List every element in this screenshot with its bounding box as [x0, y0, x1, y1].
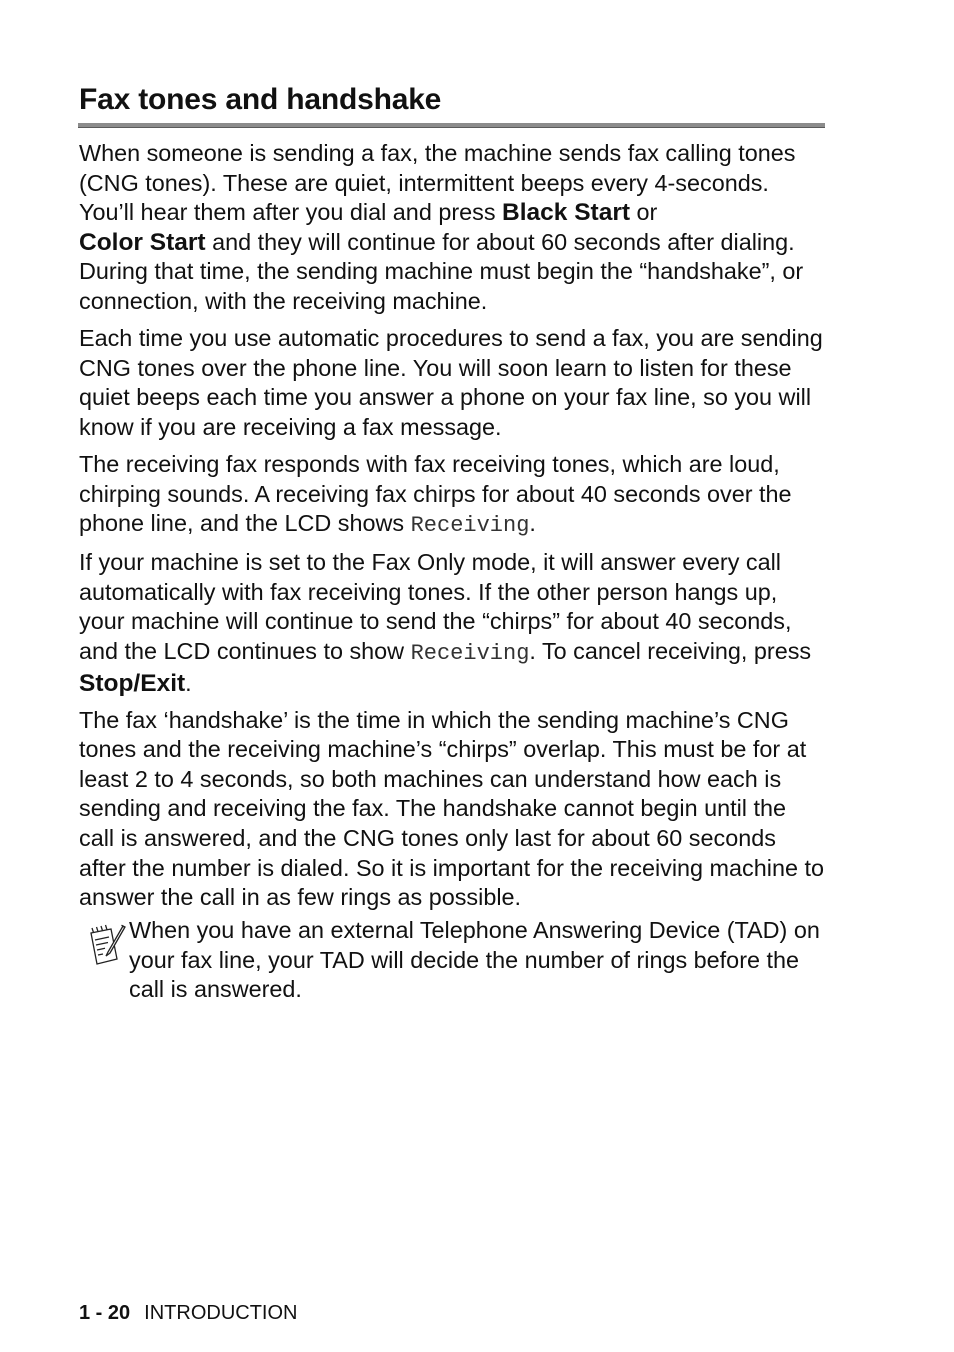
- text-run: . To cancel receiving, press: [529, 638, 812, 664]
- text-run: .: [185, 669, 192, 696]
- page-title: Fax tones and handshake: [79, 83, 442, 116]
- note-box: [86, 916, 831, 1005]
- key-color-start: Color Start: [79, 228, 206, 256]
- lcd-message-receiving: Receiving: [410, 641, 530, 666]
- paragraph-fax-only-mode: [79, 548, 827, 698]
- paragraph-handshake: The fax ‘handshake’ is the time in which the sending machine’s CNG tones and the receiving machine’s “chirps” overlap. This must be for at least 2 to 4 seconds, so both machines can understand how each is sending and receiving the fax. The handshake cannot begin until the call is answered, and the CNG tones only last for about 60 seconds after the number is dialed. So it is important for the receiving machine to answer the call in as few rings as possible.: [79, 706, 824, 911]
- text-run: When someone is sending a fax, the machine sends fax calling tones (CNG tones). These are quiet, intermittent beeps every 4-seconds. You’ll hear them after you dial and press: [79, 140, 796, 226]
- text-run: or: [630, 199, 658, 226]
- note-text: When you have an external Telephone Answering Device (TAD) on your fax line, your TAD will decide the number of rings before the call is answered.: [129, 917, 820, 1003]
- key-stop-exit: Stop/Exit: [79, 669, 186, 697]
- text-run: If your machine is set to the Fax Only mode, it will answer every call automatically with fax receiving tones. If the other person hangs up, your machine will continue to send the “chirps” for about 40 seconds, and the LCD continues to show: [79, 549, 792, 664]
- text-run: and they will continue for about 60 seconds after dialing. During that time, the sending machine must begin the “handshake”, or connection, with the receiving machine.: [79, 228, 804, 314]
- paragraph-receiving-tones: [79, 450, 827, 541]
- lcd-message-receiving: Receiving: [410, 513, 530, 539]
- text-run: The receiving fax responds with fax receiving tones, which are loud, chirping sounds. A receiving fax chirps for about 40 seconds over the phone line, and the LCD shows: [79, 450, 792, 537]
- key-black-start: Black Start: [502, 199, 631, 227]
- text-run: .: [529, 510, 536, 537]
- body-text: [79, 139, 827, 920]
- note-pencil-icon: [86, 921, 126, 971]
- page-footer: [79, 1301, 297, 1325]
- title-rule: [78, 123, 825, 128]
- paragraph-cng-tones: [79, 139, 827, 317]
- page-number: 1 - 20: [79, 1302, 131, 1324]
- section-name: INTRODUCTION: [144, 1302, 298, 1324]
- paragraph-automatic-procedures: Each time you use automatic procedures to send a fax, you are sending CNG tones over the phone line. You will soon learn to listen for these quiet beeps each time you answer a phone on your fax line, so you will know if you are receiving a fax message.: [79, 325, 823, 440]
